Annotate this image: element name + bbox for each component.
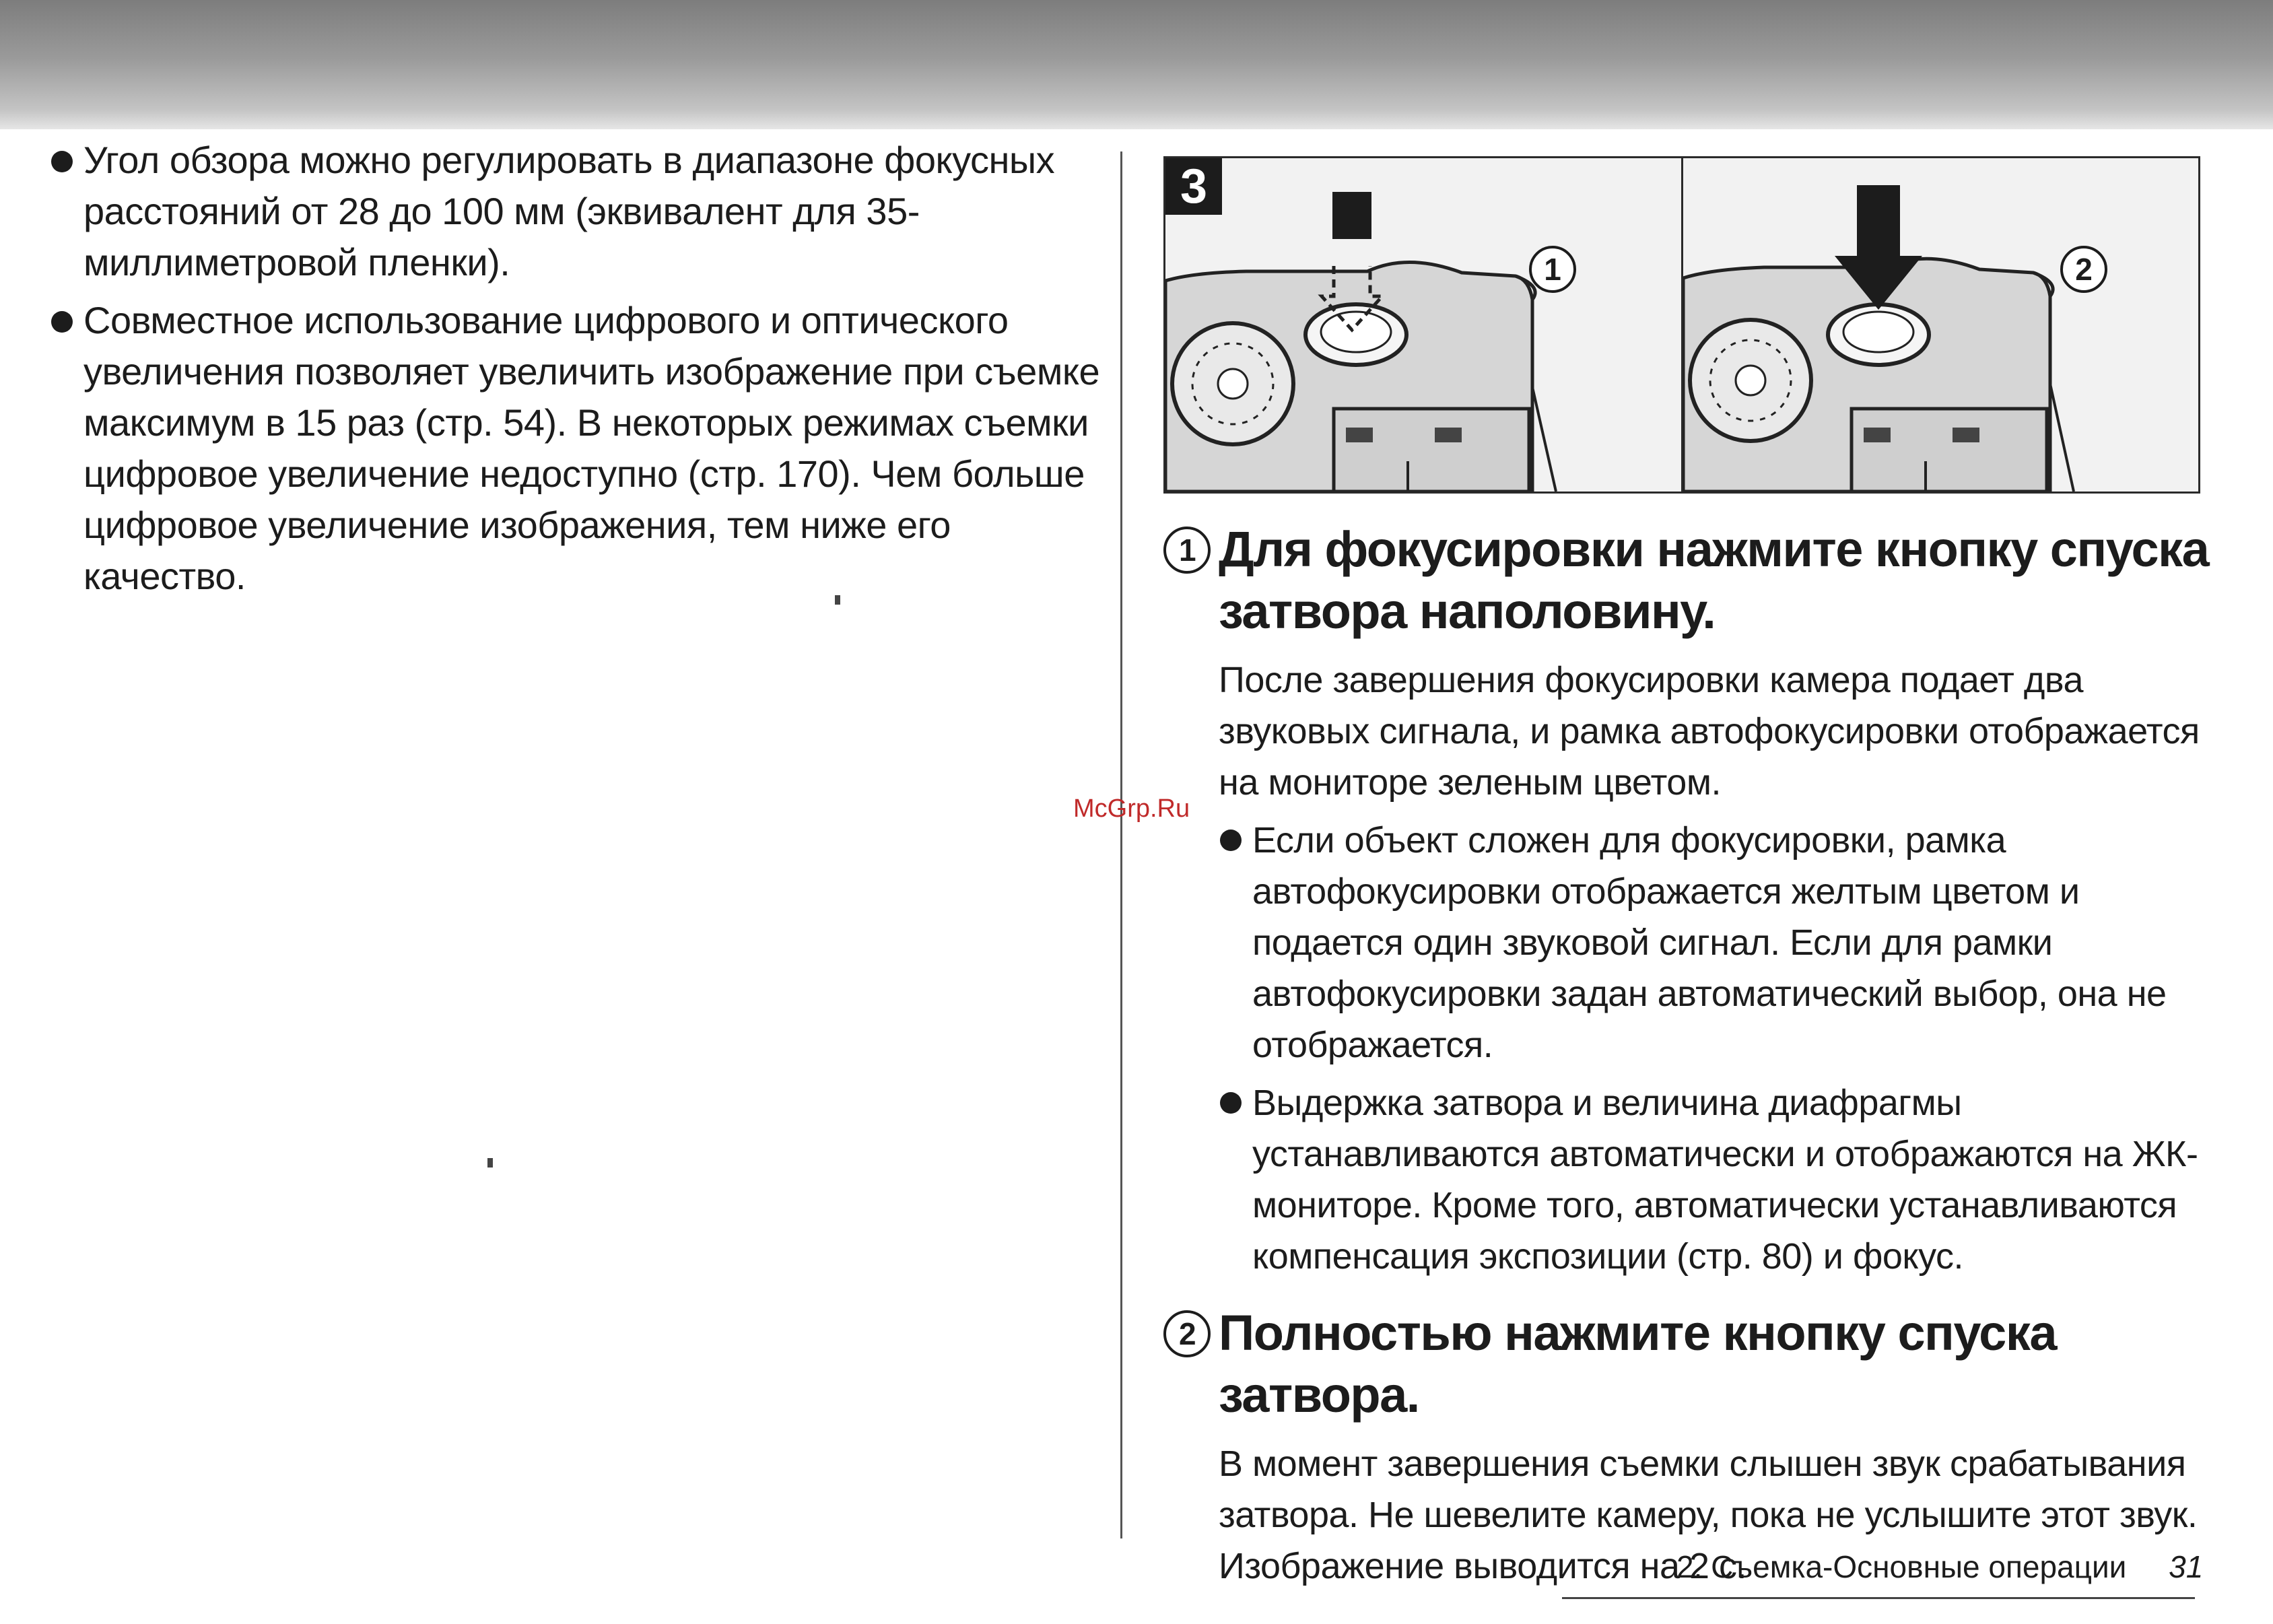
figure-panel-full-press (1681, 158, 2198, 492)
left-column (43, 135, 1107, 609)
step2-paragraph: В момент завершения съемки слышен звук срабатывания затвора. Не шевелите камеру, пока не услышите этот звук. Изображение выводится на 2 с. (1219, 1444, 2198, 1586)
step2-heading-text: Полностью нажмите кнопку спуска затвора. (1219, 1305, 2057, 1423)
step1-bullet-shutter-aperture: Выдержка затвора и величина диафрагмы устанавливаются автоматически и отображаются на ЖК-мониторе. Кроме того, автоматически устанавливаются компенсация экспозиции (стр. 80) и фокус. (1219, 1077, 2214, 1282)
step1-heading-text: Для фокусировки нажмите кнопку спуска затвора наполовину. (1219, 521, 2209, 639)
page-footer (1676, 1549, 2203, 1585)
step1-paragraph: После завершения фокусировки камера подает два звуковых сигнала, и рамка автофокусировки отображается на мониторе зеленым цветом. (1219, 660, 2200, 803)
scan-speck (835, 595, 840, 605)
step1-bullet-difficult-subject: Если объект сложен для фокусировки, рамка автофокусировки отображается желтым цветом и подается один звуковой сигнал. Если для рамки автофокусировки задан автоматический выбор, она не отображается. (1219, 815, 2214, 1071)
panel-label-1: 1 (1529, 246, 1576, 293)
shutter-button-figure (1163, 156, 2200, 494)
page-number: 31 (2169, 1549, 2204, 1584)
column-divider (1120, 151, 1122, 1538)
step-number-badge: 3 (1165, 158, 1222, 215)
step1-heading (1163, 518, 2214, 642)
figure-panel-half-press (1165, 158, 1681, 492)
panel-label-2: 2 (2060, 246, 2107, 293)
step2-number-circle: 2 (1163, 1310, 1211, 1357)
camera-top-illustration (1683, 158, 2198, 492)
camera-top-illustration (1165, 158, 1681, 492)
bullet-viewing-angle: Угол обзора можно регулировать в диапазоне фокусных расстояний от 28 до 100 мм (эквивалент для 35-миллиметровой пленки). (43, 135, 1107, 288)
right-column (1163, 518, 2214, 1592)
scan-speck (487, 1158, 493, 1168)
step2-heading (1163, 1302, 2214, 1426)
step1-number-circle: 1 (1163, 527, 1211, 574)
footer-rule (1562, 1597, 2195, 1599)
watermark: McGrp.Ru (1073, 794, 1190, 823)
footer-section-title: 2. Съемка-Основные операции (1676, 1549, 2127, 1584)
bullet-digital-zoom: Совместное использование цифрового и оптического увеличения позволяет увеличить изображение при съемке максимум в 15 раз (стр. 54). В некоторых режимах съемки цифровое увеличение недоступно (стр. 170). Чем больше цифровое увеличение изображения, тем ниже его качество. (43, 295, 1107, 602)
scan-header-band (0, 0, 2273, 129)
